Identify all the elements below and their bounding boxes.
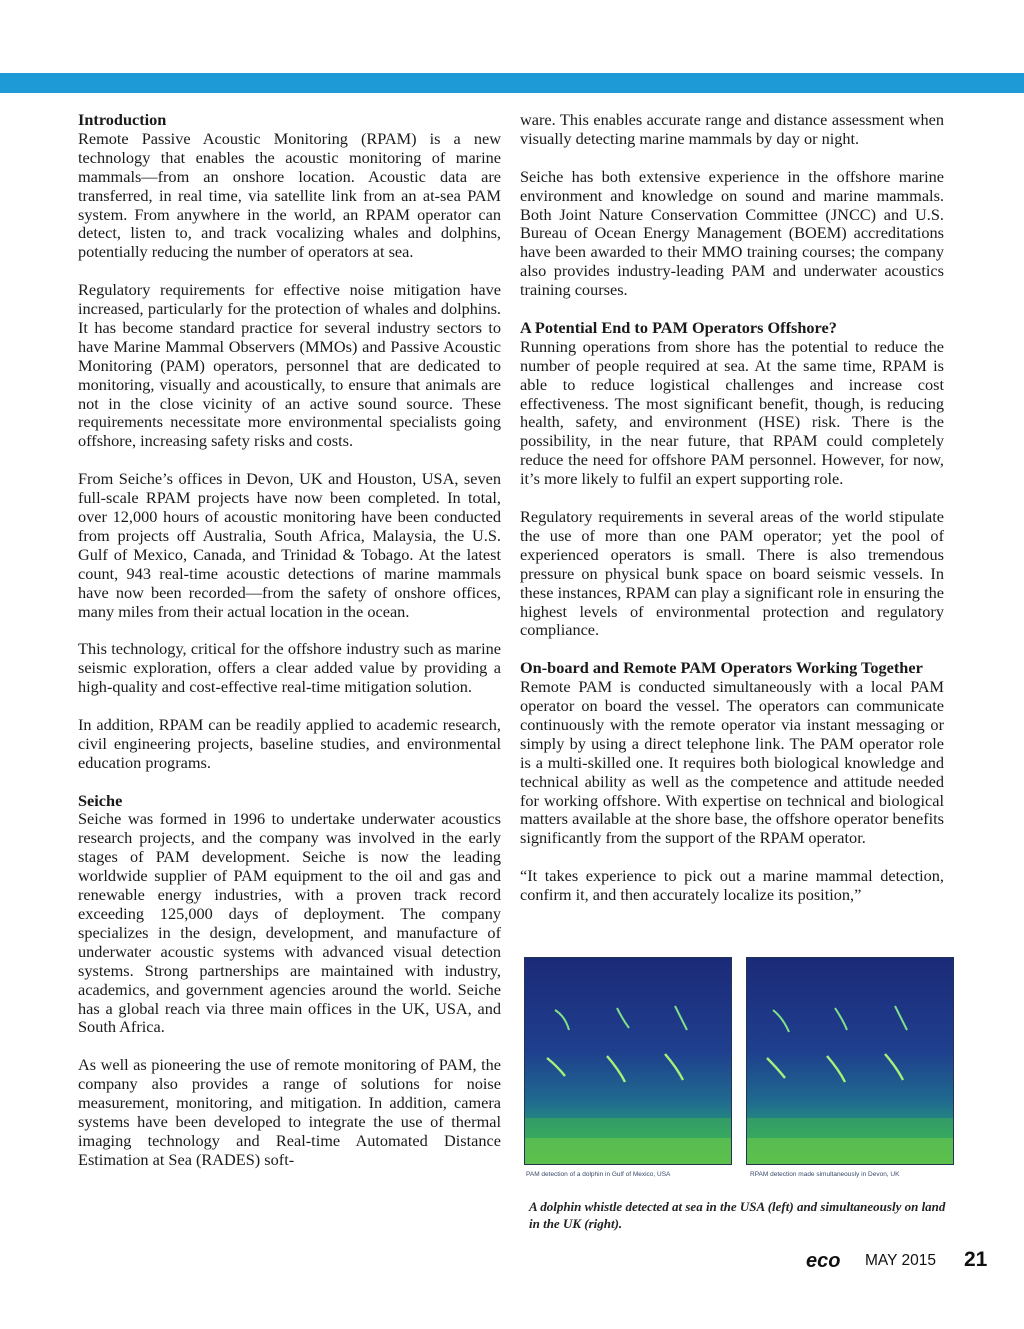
page-number: 21 bbox=[964, 1248, 988, 1271]
paragraph: Regulatory requirements in several areas of the world stipulate the use of more than one PAM operator; yet the pool of experienced operators is small. There is also tremendous pressure on physical bunk space on board seismic vessels. In these instances, RPAM can play a significant role in ensuring the highest levels of environmental protection and regulatory compliance. bbox=[520, 506, 944, 640]
paragraph: From Seiche’s offices in Devon, UK and Houston, USA, seven full-scale RPAM projects have now been completed. In total, over 12,000 hours of acoustic monitoring have been conducted from projects off Australia, South Africa, Malaysia, the U.S. Gulf of Mexico, Canada, and Trinidad & Tobago. At the latest count, 943 real-time acoustic detections of marine mammals have now been recorded—from the safety of onshore offices, many miles from their actual location in the ocean. bbox=[78, 469, 501, 621]
section-heading-pam-offshore: A Potential End to PAM Operators Offshore? bbox=[520, 317, 837, 337]
paragraph: As well as pioneering the use of remote monitoring of PAM, the company also provides a range of solutions for noise measurement, monitoring, and mitigation. In addition, camera systems have been developed to integrate the use of thermal imaging technology and Real-time Automated Distance Estimation at Sea (RADES) soft- bbox=[78, 1055, 501, 1169]
section-heading-working-together: On-board and Remote PAM Operators Working Together bbox=[520, 658, 923, 678]
spectrogram-right bbox=[746, 957, 954, 1165]
spectrogram-figure bbox=[520, 953, 952, 1185]
spectrogram-left bbox=[524, 957, 732, 1165]
right-column bbox=[520, 111, 944, 924]
left-column bbox=[78, 111, 501, 1189]
figure-label-right: RPAM detection made simultaneously in Devon, UK bbox=[750, 1171, 900, 1178]
paragraph: Regulatory requirements for effective noise mitigation have increased, particularly for the protection of whales and dolphins. It has become standard practice for several industry sectors to have Marine Mammal Observers (MMOs) and Passive Acoustic Monitoring (PAM) operators, personnel that are dedicated to monitoring, visually and acoustically, to ensure that animals are not in the close vicinity of an active sound source. These requirements necessitate more environmental specialists going offshore, increasing safety risks and costs. bbox=[78, 280, 501, 451]
top-color-bar bbox=[0, 73, 1024, 93]
paragraph: Seiche has both extensive experience in the offshore marine environment and knowledge on sound and marine mammals. Both Joint Nature Conservation Committee (JNCC) and U.S. Bureau of Ocean Energy Management (BOEM) accreditations have been awarded to their MMO training courses; the company also provides industry-leading PAM and underwater acoustics training courses. bbox=[520, 166, 944, 300]
figure-label-left: PAM detection of a dolphin in Gulf of Mexico, USA bbox=[526, 1171, 671, 1178]
paragraph: This technology, critical for the offshore industry such as marine seismic exploration, offers a clear added value by providing a high-quality and cost-effective real-time mitigation solution. bbox=[78, 639, 501, 697]
paragraph: Remote PAM is conducted simultaneously with a local PAM operator on board the vessel. The operators can communicate continuously with the remote operator via instant messaging or simply by using a direct telephone link. The PAM operator role is a multi-skilled one. It requires both biological knowledge and technical ability as well as the competence and attitude needed for working offshore. With expertise on technical and biological matters available at the shore base, the offshore operator benefits significantly from the support of the RPAM operator. bbox=[520, 677, 944, 848]
paragraph: Running operations from shore has the potential to reduce the number of people required at sea. At the same time, RPAM is able to reduce logistical challenges and increase cost effectiveness. The most significant benefit, though, is reducing health, safety, and environment (HSE) risk. There is the possibility, in the near future, that RPAM could completely reduce the need for offshore PAM personnel. However, for now, it’s more likely to fulfil an expert supporting role. bbox=[520, 336, 944, 489]
paragraph: ware. This enables accurate range and distance assessment when visually detecting marine mammals by day or night. bbox=[520, 110, 944, 148]
seiche-heading: Seiche bbox=[78, 790, 123, 810]
figure-caption: A dolphin whistle detected at sea in the USA (left) and simultaneously on land in the UK (right). bbox=[529, 1199, 946, 1231]
paragraph: In addition, RPAM can be readily applied to academic research, civil engineering projects, baseline studies, and environmental education programs. bbox=[78, 714, 501, 772]
paragraph: “It takes experience to pick out a marine mammal detection, confirm it, and then accurately localize its position,” bbox=[520, 866, 944, 905]
paragraph: Remote Passive Acoustic Monitoring (RPAM) is a new technology that enables the acoustic monitoring of marine mammals—from an onshore location. Acoustic data are transferred, in real time, via satellite link from an at-sea PAM system. From anywhere in the world, an RPAM operator can detect, listen to, and track vocalizing whales and dolphins, potentially reducing the number of operators at sea. bbox=[78, 128, 501, 262]
paragraph: Seiche was formed in 1996 to undertake underwater acoustics research projects, and the company was involved in the early stages of PAM development. Seiche is now the leading worldwide supplier of PAM equipment to the oil and gas and renewable energy industries, with a proven track record exceeding 125,000 days of deployment. The company specializes in the design, development, and manufacture of underwater acoustic systems with advanced visual detection systems. Strong partnerships are maintained with industry, academics, and government agencies around the world. Seiche has a global reach via three main offices in the UK, USA, and South Africa. bbox=[78, 809, 501, 1037]
issue-date: MAY 2015 bbox=[865, 1252, 936, 1269]
introduction-heading: Introduction bbox=[78, 110, 167, 129]
page-footer bbox=[806, 1248, 996, 1274]
magazine-name: eco bbox=[806, 1250, 841, 1272]
